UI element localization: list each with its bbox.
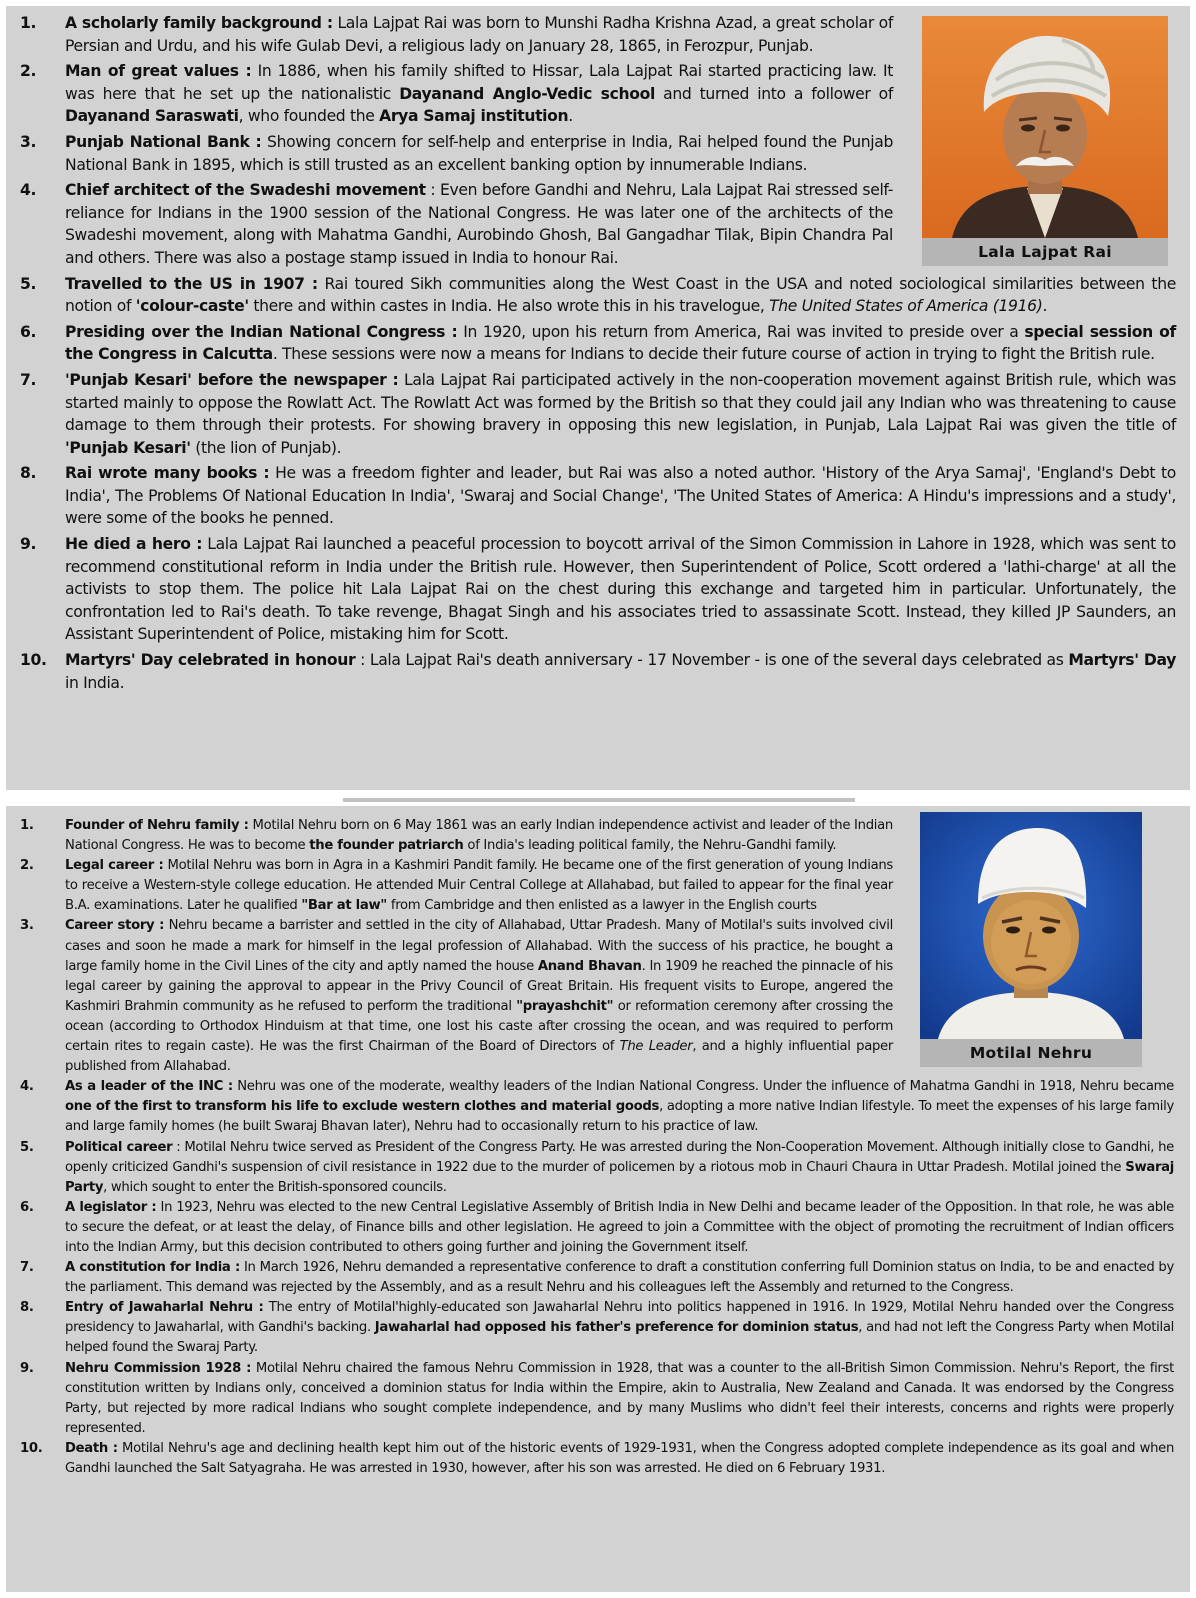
item-text: Nehru was one of the moderate, wealthy leaders of the Indian National Congress. Under the influence of Mahatma Gandhi in 1918, Nehru became — [232, 1079, 1174, 1095]
item-bold-text: Arya Samaj institution — [379, 107, 569, 126]
item-number: 2. — [20, 62, 37, 81]
item-number: 7. — [20, 1260, 34, 1276]
list-item — [6, 1439, 1190, 1479]
item-text: . In 1909 he reached the pinnacle of his legal career by gaining the approval to appear in the Privy Council of Great Britain. His frequent visits to Europe, angered the Kashmiri Brahmin community as he refused to perform the traditional — [65, 958, 893, 1014]
item-number: 1. — [20, 14, 37, 32]
item-text: In March 1926, Nehru demanded a representative conference to draft a constitution conferring full Dominion status on India, to be and enacted by the parliament. This demand was rejected by the Assembly, and as a result Nehru and his colleagues left the Assembly and returned to the Congress. — [65, 1260, 1174, 1296]
item-bold-text: the founder patriarch — [309, 838, 464, 854]
item-text: Motilal Nehru born on 6 May 1861 was an early Indian independence activist and leader of the Indian National Congress. He was to become — [65, 818, 893, 854]
list-item — [6, 273, 1190, 318]
item-number: 7. — [20, 370, 37, 389]
item-text: : Even before Gandhi and Nehru, Lala Lajpat Rai stressed self-reliance for Indians in the 1900 session of the National Congress. He was later one of the architects of the Swadeshi movement, along with Mahatma Gandhi, Aurobindo Ghosh, Bal Gangadhar Tilak, Bipin Chandra Pal and others. There was also a postage stamp issued in India to honour Rai. — [65, 181, 893, 267]
item-number: 6. — [20, 322, 37, 341]
portrait-caption: Motilal Nehru — [920, 1039, 1142, 1067]
item-number: 5. — [20, 274, 37, 293]
item-number: 2. — [20, 858, 34, 874]
item-text: , who founded the — [238, 107, 380, 126]
item-number: 8. — [20, 1300, 34, 1316]
item-bold-text: Martyrs' Day — [1068, 651, 1177, 670]
item-heading: A constitution for India : — [65, 1260, 240, 1276]
list-item — [6, 1258, 1190, 1298]
item-number: 6. — [20, 1199, 34, 1215]
motilal-nehru-panel — [6, 806, 1190, 1592]
motilal-portrait-image — [920, 812, 1142, 1039]
item-bold-text: Swaraj Party — [65, 1159, 1174, 1195]
list-item — [6, 649, 1190, 694]
item-text: or reformation ceremony after crossing the ocean (according to Orthodox Hinduism at that time, one lost his caste after crossing the ocean, and was required to perform certain rites to regain caste). He was the first Chairman of the Board of Directors of — [65, 998, 893, 1055]
item-text: . These sessions were now a means for Indians to decide their future course of action in trying to fight the British rule. — [272, 345, 1155, 364]
item-heading: Rai wrote many books : — [65, 464, 270, 483]
list-item — [6, 533, 1190, 646]
item-heading: Man of great values : — [65, 62, 252, 81]
item-heading: Death : — [65, 1440, 118, 1456]
item-text: . — [1042, 297, 1048, 316]
item-text: Showing concern for self-help and enterprise in India, Rai helped found the Punjab National Bank in 1895, which is still trusted as an excellent banking option by innumerable Indians. — [65, 132, 893, 174]
item-heading: Presiding over the Indian National Congress : — [65, 322, 458, 341]
item-bold-text: Dayanand Saraswati — [65, 107, 239, 126]
item-text: He was a freedom fighter and leader, but Rai was also a noted author. 'History of the Arya Samaj', 'England's Debt to India', The Problems Of National Education In India', 'Swaraj and Social Change', 'The United States of America: A Hindu's impressions and a study', were some of the books he penned. — [65, 464, 1176, 528]
list-item — [6, 1359, 1190, 1439]
item-text: . — [568, 107, 573, 126]
list-item — [6, 1298, 1190, 1358]
item-bold-text: 'colour-caste' — [135, 297, 249, 316]
item-text: there and within castes in India. He also wrote this in his travelogue, — [248, 297, 770, 316]
item-text: Motilal Nehru was born in Agra in a Kashmiri Pandit family. He became one of the first generation of young Indians to receive a Western-style college education. He attended Muir Central College at Allahabad, but failed to appear for the final year B.A. examinations. Later he qualified — [65, 858, 894, 914]
item-number: 4. — [20, 1079, 34, 1095]
item-text: The entry of Motilal'highly-educated son Jawaharlal Nehru into politics happened in 1916. In 1929, Motilal Nehru handed over the Congress presidency to Jawaharlal, with Gandhi's backing. — [65, 1300, 1174, 1336]
lala-lajpat-rai-portrait — [922, 16, 1168, 266]
item-text: and turned into a follower of — [654, 84, 893, 103]
item-text: In 1923, Nehru was elected to the new Central Legislative Assembly of British India in New Delhi and became leader of the Opposition. In that role, he was able to secure the defeat, or at least the delay, of Finance bills and other legislation. He agreed to join a Committee with the object of promoting the recruitment of Indian officers into the Indian Army, but this decision contributed to others going further and joining the Government itself. — [65, 1199, 1174, 1255]
item-number: 5. — [20, 1139, 34, 1155]
list-item — [6, 321, 1190, 366]
item-heading: Career story : — [65, 918, 165, 934]
item-heading: A scholarly family background : — [65, 14, 333, 32]
item-text: Rai toured Sikh communities along the West Coast in the USA and noted sociological similarities between the notion of — [65, 274, 1176, 316]
item-number: 4. — [20, 181, 37, 200]
item-text: Lala Lajpat Rai was born to Munshi Radha Krishna Azad, a great scholar of Persian and Urdu, and his wife Gulab Devi, a religious lady on January 28, 1865, in Ferozpur, Punjab. — [65, 14, 894, 55]
item-heading: Political career — [65, 1139, 173, 1155]
item-text: of India's leading political family, the Nehru-Gandhi family. — [463, 838, 837, 854]
item-text: , adopting a more native Indian lifestyle. To meet the expenses of his large family and large family homes (he built Swaraj Bhavan later), Nehru had to occasionally return to his practice of law. — [65, 1099, 1174, 1135]
item-heading: 'Punjab Kesari' before the newspaper : — [65, 370, 399, 389]
item-text: in India. — [65, 673, 125, 692]
item-heading: Chief architect of the Swadeshi movement — [65, 181, 426, 200]
motilal-nehru-portrait — [920, 812, 1142, 1067]
item-text: In 1886, when his family shifted to Hissar, Lala Lajpat Rai started practicing law. It was here that he set up the nationalistic — [65, 62, 894, 103]
item-bold-text: Dayanand Anglo-Vedic school — [399, 84, 655, 103]
item-number: 1. — [20, 818, 34, 833]
item-bold-text: one of the first to transform his life to exclude western clothes and material goods — [65, 1099, 660, 1115]
item-italic-text: The Leader — [619, 1039, 693, 1055]
lala-portrait-image — [922, 16, 1168, 238]
list-item — [6, 1138, 1190, 1198]
section-divider — [343, 798, 855, 802]
item-text: Nehru became a barrister and settled in the city of Allahabad, Uttar Pradesh. Many of Motilal's suits involved civil cases and soon he made a mark for himself in the legal profession of Allahabad. With the success of his practice, he bought a large family home in the Civil Lines of the city and aptly named the house — [65, 918, 894, 974]
item-text: Lala Lajpat Rai launched a peaceful procession to boycott arrival of the Simon Commission in Lahore in 1928, which was sent to recommend constitutional reform in India under the British rule. However, then Superintendent of Police, Scott ordered a 'lathi-charge' at all the activists to stop them. The police hit Lala Lajpat Rai on the chest during this exchange and targeted him in particular. Unfortunately, the confrontation led to Rai's death. To take revenge, Bhagat Singh and his associates tried to assassinate Scott. Instead, they killed JP Saunders, an Assistant Superintendent of Police, mistaking him for Scott. — [65, 535, 1176, 644]
item-bold-text: Jawaharlal had opposed his father's preference for dominion status — [374, 1320, 859, 1336]
item-number: 9. — [20, 1360, 34, 1376]
item-number: 8. — [20, 464, 37, 483]
item-text: Lala Lajpat Rai participated actively in the non-cooperation movement against British rule, which was started mainly to oppose the Rowlatt Act. The Rowlatt Act was formed by the British so that they could jail any Indian who was threatening to cause damage to them through their protests. For showing bravery in opposing this new legislation, in Punjab, Lala Lajpat Rai was given the title of — [65, 370, 1176, 435]
item-heading: Nehru Commission 1928 : — [65, 1360, 252, 1376]
item-heading: Martyrs' Day celebrated in honour — [65, 651, 356, 670]
item-text: , and had not left the Congress Party when Motilal helped found the Swaraj Party. — [65, 1320, 1174, 1356]
item-bold-text: "Bar at law" — [301, 898, 387, 914]
item-bold-text: special session of the Congress in Calcutta — [65, 322, 1176, 364]
item-heading: Founder of Nehru family : — [65, 818, 249, 833]
item-text: , and a highly influential paper published from Allahabad. — [65, 1039, 893, 1075]
item-text: from Cambridge and then enlisted as a lawyer in the English courts — [386, 898, 817, 914]
item-text: , which sought to enter the British-sponsored councils. — [103, 1179, 447, 1195]
item-number: 10. — [20, 651, 47, 670]
item-heading: Punjab National Bank : — [65, 132, 262, 151]
item-number: 3. — [20, 132, 37, 151]
item-number: 10. — [20, 1440, 43, 1456]
item-text: Motilal Nehru's age and declining health kept him out of the historic events of 1929-1931, when the Congress adopted complete independence as its goal and when Gandhi launched the Salt Satyagraha. He was arrested in 1930, however, after his son was arrested. He died on 6 February 1931. — [65, 1440, 1174, 1476]
item-number: 3. — [20, 918, 34, 934]
item-text: : Lala Lajpat Rai's death anniversary - 17 November - is one of the several days celebrated as — [355, 651, 1069, 670]
item-bold-text: "prayashchit" — [516, 998, 614, 1014]
item-heading: A legislator : — [65, 1199, 157, 1215]
list-item — [6, 462, 1190, 530]
list-item — [6, 1198, 1190, 1258]
item-heading: Entry of Jawaharlal Nehru : — [65, 1300, 264, 1316]
item-number: 9. — [20, 535, 37, 554]
item-italic-text: The United States of America (1916) — [769, 297, 1043, 316]
lala-lajpat-rai-panel — [6, 6, 1190, 790]
item-text: (the lion of Punjab). — [190, 438, 342, 457]
item-text: In 1920, upon his return from America, Rai was invited to preside over a — [457, 322, 1025, 341]
item-bold-text: Anand Bhavan — [537, 958, 642, 974]
item-bold-text: 'Punjab Kesari' — [65, 438, 191, 457]
portrait-caption: Lala Lajpat Rai — [922, 238, 1168, 266]
item-heading: Travelled to the US in 1907 : — [65, 274, 318, 293]
item-text: Motilal Nehru chaired the famous Nehru Commission in 1928, that was a counter to the all-British Simon Commission. Nehru's Report, the first constitution written by Indians only, conceived a dominion status for India within the Empire, akin to Australia, New Zealand and Canada. It was endorsed by the Congress Party, but rejected by more radical Indians who sought complete independence, and by many Muslims who didn't feel their interests, concerns and rights were properly represented. — [65, 1360, 1174, 1436]
item-heading: Legal career : — [65, 858, 164, 874]
list-item — [6, 1077, 1190, 1137]
item-text: : Motilal Nehru twice served as President of the Congress Party. He was arrested during the Non-Cooperation Movement. Although initially close to Gandhi, he openly criticized Gandhi's suspension of civil resistance in 1922 due to the murder of policemen by a riotous mob in Chauri Chaura in Uttar Pradesh. Motilal joined the — [65, 1139, 1174, 1175]
item-heading: He died a hero : — [65, 535, 203, 554]
list-item — [6, 369, 1190, 459]
item-heading: As a leader of the INC : — [65, 1079, 233, 1095]
